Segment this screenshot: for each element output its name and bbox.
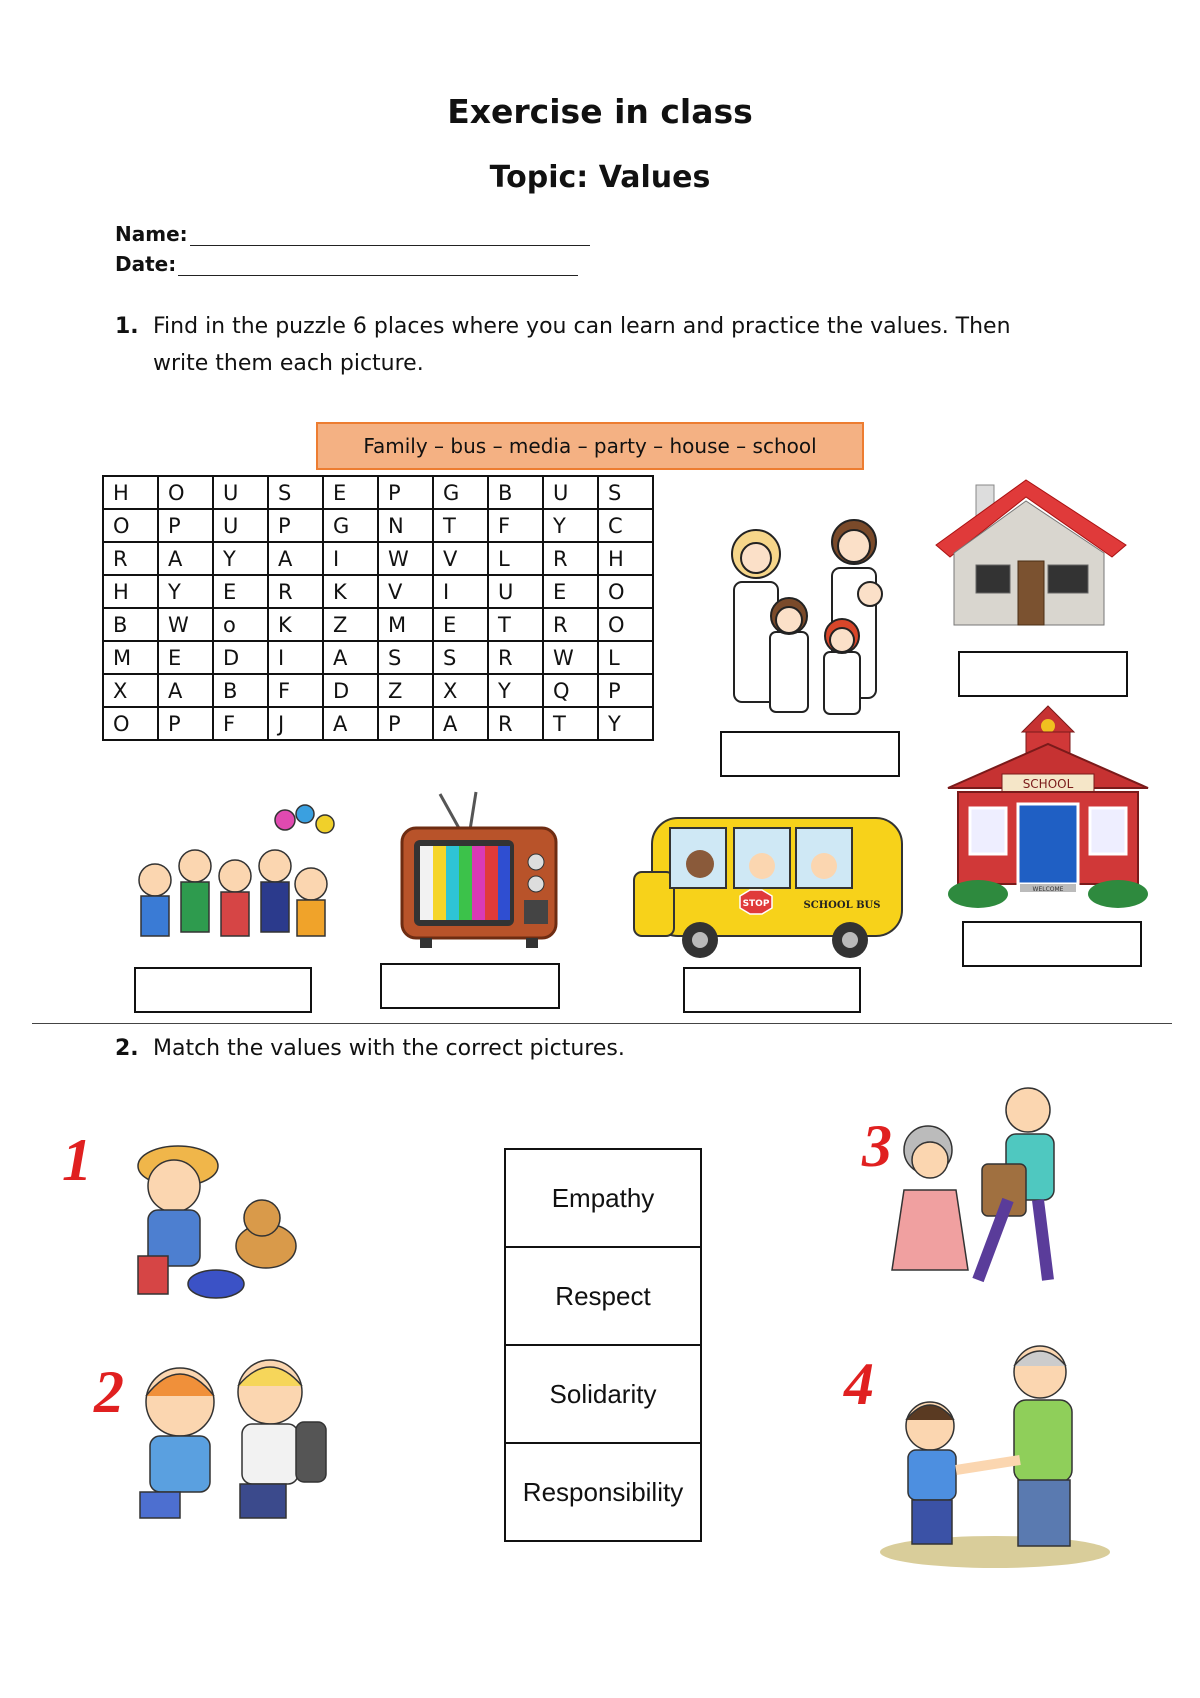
grid-cell[interactable]: D (323, 674, 378, 707)
picture-number-4: 4 (844, 1351, 874, 1417)
grid-cell[interactable]: N (378, 509, 433, 542)
grid-cell[interactable]: A (323, 641, 378, 674)
party-picture (115, 800, 345, 960)
question-1-number: 1. (115, 314, 139, 339)
picture-number-1: 1 (62, 1127, 92, 1193)
grid-cell[interactable]: R (103, 542, 158, 575)
picture-number-2: 2 (94, 1359, 124, 1425)
grid-cell[interactable]: Y (158, 575, 213, 608)
grid-cell[interactable]: H (103, 575, 158, 608)
grid-cell[interactable]: M (103, 641, 158, 674)
question-1-line-2: write them each picture. (153, 351, 424, 376)
bus-picture (630, 812, 905, 972)
grid-cell[interactable]: K (268, 608, 323, 641)
answer-box-house[interactable] (958, 651, 1128, 697)
grid-cell[interactable]: G (323, 509, 378, 542)
grid-cell[interactable]: F (488, 509, 543, 542)
question-1-line-1: Find in the puzzle 6 places where you can learn and practice the values. Then (153, 314, 1011, 339)
grid-cell[interactable]: P (598, 674, 653, 707)
grid-cell[interactable]: Y (213, 542, 268, 575)
grid-cell[interactable]: Y (598, 707, 653, 740)
answer-box-party[interactable] (134, 967, 312, 1013)
grid-cell[interactable]: X (433, 674, 488, 707)
grid-row (103, 674, 653, 707)
grid-cell[interactable]: F (213, 707, 268, 740)
grid-cell[interactable]: I (323, 542, 378, 575)
grid-cell[interactable]: H (598, 542, 653, 575)
word-bank: Family – bus – media – party – house – school (316, 422, 864, 470)
grid-cell[interactable]: R (488, 641, 543, 674)
grid-cell[interactable]: T (488, 608, 543, 641)
grid-cell[interactable]: E (543, 575, 598, 608)
grid-cell[interactable]: R (543, 608, 598, 641)
grid-cell[interactable]: L (488, 542, 543, 575)
grid-cell[interactable]: Y (543, 509, 598, 542)
answer-box-family[interactable] (720, 731, 900, 777)
date-line[interactable] (178, 255, 578, 276)
grid-cell[interactable]: R (488, 707, 543, 740)
answer-box-media[interactable] (380, 963, 560, 1009)
grid-cell[interactable]: Y (488, 674, 543, 707)
grid-cell[interactable]: E (213, 575, 268, 608)
grid-row (103, 575, 653, 608)
grid-cell[interactable]: S (268, 476, 323, 509)
picture-handshake (880, 1330, 1110, 1570)
grid-cell[interactable]: O (598, 575, 653, 608)
answer-box-school[interactable] (962, 921, 1142, 967)
grid-cell[interactable]: Z (378, 674, 433, 707)
grid-cell[interactable]: H (103, 476, 158, 509)
school-picture (948, 704, 1148, 914)
grid-cell[interactable]: I (268, 641, 323, 674)
grid-cell[interactable]: R (268, 575, 323, 608)
grid-row (103, 542, 653, 575)
family-picture (722, 512, 902, 722)
grid-cell[interactable]: A (158, 542, 213, 575)
grid-cell[interactable]: P (378, 707, 433, 740)
picture-helping-friend (120, 1352, 340, 1532)
answer-box-bus[interactable] (683, 967, 861, 1013)
picture-number-3: 3 (862, 1113, 892, 1179)
grid-cell[interactable]: E (433, 608, 488, 641)
grid-cell[interactable]: U (488, 575, 543, 608)
grid-cell[interactable]: O (103, 707, 158, 740)
date-label: Date: (115, 252, 177, 276)
grid-cell[interactable]: V (378, 575, 433, 608)
page-title: Exercise in class (447, 92, 753, 131)
grid-cell[interactable]: A (268, 542, 323, 575)
grid-cell[interactable]: U (543, 476, 598, 509)
value-solidarity[interactable]: Solidarity (506, 1346, 700, 1444)
grid-cell[interactable]: S (378, 641, 433, 674)
school-sign: SCHOOL (1022, 777, 1074, 791)
grid-cell[interactable]: M (378, 608, 433, 641)
grid-cell[interactable]: Z (323, 608, 378, 641)
grid-cell[interactable]: K (323, 575, 378, 608)
grid-row (103, 476, 653, 509)
grid-cell[interactable]: A (323, 707, 378, 740)
grid-cell[interactable]: C (598, 509, 653, 542)
value-empathy[interactable]: Empathy (506, 1150, 700, 1248)
question-2-number: 2. (115, 1036, 139, 1061)
picture-helping-elderly (878, 1080, 1078, 1300)
grid-cell[interactable]: X (103, 674, 158, 707)
grid-cell[interactable]: B (103, 608, 158, 641)
grid-cell[interactable]: P (158, 509, 213, 542)
grid-cell[interactable]: W (158, 608, 213, 641)
grid-cell[interactable]: D (213, 641, 268, 674)
grid-cell[interactable]: O (158, 476, 213, 509)
grid-cell[interactable]: L (598, 641, 653, 674)
word-search-grid (102, 475, 654, 741)
bus-stop-sign: STOP (742, 899, 770, 909)
bus-label: SCHOOL BUS (803, 900, 881, 911)
grid-cell[interactable]: P (378, 476, 433, 509)
grid-cell[interactable]: S (598, 476, 653, 509)
grid-cell[interactable]: B (488, 476, 543, 509)
house-picture (936, 475, 1136, 635)
question-2-text: Match the values with the correct pictures. (153, 1036, 625, 1061)
question-2 (115, 1030, 1075, 1067)
grid-cell[interactable]: A (433, 707, 488, 740)
grid-cell[interactable]: P (268, 509, 323, 542)
question-1 (115, 308, 1075, 382)
tv-picture (400, 790, 560, 960)
grid-cell[interactable]: T (433, 509, 488, 542)
name-line[interactable] (190, 225, 590, 246)
grid-cell[interactable]: o (213, 608, 268, 641)
grid-cell[interactable]: B (213, 674, 268, 707)
grid-cell[interactable]: E (323, 476, 378, 509)
grid-cell[interactable]: J (268, 707, 323, 740)
name-field[interactable] (115, 222, 590, 246)
date-field[interactable] (115, 252, 578, 276)
grid-row (103, 608, 653, 641)
grid-cell[interactable]: U (213, 476, 268, 509)
picture-feeding-dog (116, 1136, 306, 1306)
section-divider (32, 1023, 1172, 1024)
grid-row (103, 641, 653, 674)
grid-cell[interactable]: Q (543, 674, 598, 707)
grid-cell[interactable]: E (158, 641, 213, 674)
value-respect[interactable]: Respect (506, 1248, 700, 1346)
value-responsibility[interactable]: Responsibility (522, 1476, 684, 1507)
grid-cell[interactable]: I (433, 575, 488, 608)
name-label: Name: (115, 222, 188, 246)
grid-cell[interactable]: W (543, 641, 598, 674)
grid-cell[interactable]: P (158, 707, 213, 740)
grid-cell[interactable]: G (433, 476, 488, 509)
values-list (504, 1148, 702, 1542)
grid-cell[interactable]: U (213, 509, 268, 542)
grid-cell[interactable]: O (598, 608, 653, 641)
grid-cell[interactable]: A (158, 674, 213, 707)
grid-row (103, 509, 653, 542)
grid-cell[interactable]: S (433, 641, 488, 674)
page-topic: Topic: Values (489, 160, 711, 195)
grid-cell[interactable]: R (543, 542, 598, 575)
grid-cell[interactable]: F (268, 674, 323, 707)
school-mat: WELCOME (1032, 886, 1064, 893)
grid-cell[interactable]: W (378, 542, 433, 575)
grid-cell[interactable]: T (543, 707, 598, 740)
grid-cell[interactable]: O (103, 509, 158, 542)
grid-row (103, 707, 653, 740)
grid-cell[interactable]: V (433, 542, 488, 575)
